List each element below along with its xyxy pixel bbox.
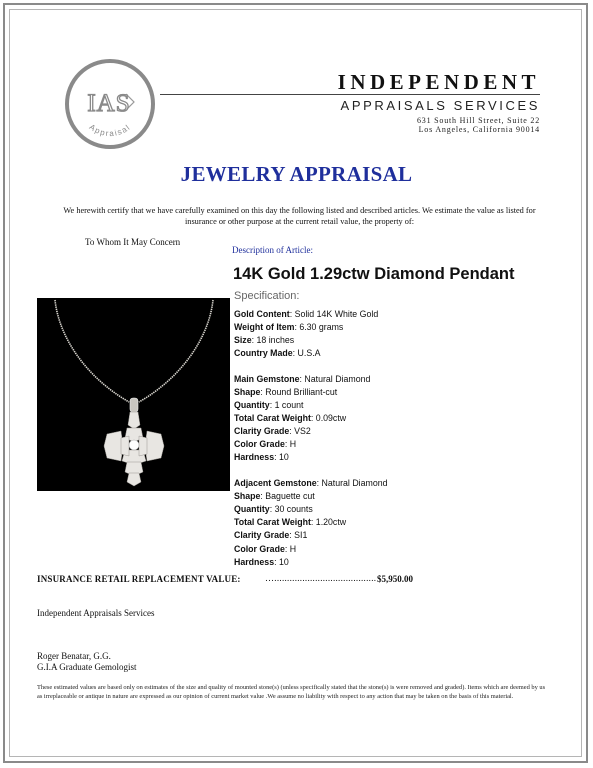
company-name: INDEPENDENT (337, 70, 540, 94)
spec-row: Color Grade: H (234, 543, 297, 554)
logo-subtext: Appraisal (87, 122, 133, 139)
spec-row: Color Grade: H (234, 439, 297, 450)
center-diamond (129, 440, 139, 450)
logo-text: IAS (87, 90, 131, 117)
spec-row: Clarity Grade: SI1 (234, 530, 308, 541)
spec-row: Country Made: U.S.A (234, 348, 321, 359)
description-label: Description of Article: (232, 245, 313, 255)
footer-company-name: Independent Appraisals Services (37, 608, 155, 618)
spec-row: Gold Content: Solid 14K White Gold (234, 309, 379, 319)
spec-row: Adjacent Gemstone: Natural Diamond (234, 478, 388, 489)
item-title: 14K Gold 1.29ctw Diamond Pendant (233, 265, 515, 283)
spec-row: Hardness: 10 (234, 452, 289, 463)
replacement-value-label: INSURANCE RETAIL REPLACEMENT VALUE: (37, 574, 241, 584)
replacement-value-amount: $5,950.00 (377, 574, 413, 584)
spec-row: Size: 18 inches (234, 335, 295, 346)
spec-row: Quantity: 30 counts (234, 504, 313, 515)
signer-name: Roger Benatar, G.G. (37, 651, 111, 661)
company-subtitle: APPRAISALS SERVICES (340, 98, 540, 113)
company-address-line2: Los Angeles, California 90014 (418, 125, 540, 134)
certification-statement: We herewith certify that we have carefully examined on this day the following listed and described articles. We estimate the value as listed for insurance or other purpose at the current retail value, the property of: (63, 206, 536, 226)
company-address-line1: 631 South Hill Street, Suite 22 (416, 116, 540, 125)
specification-label: Specification: (234, 290, 300, 302)
svg-text:Appraisal (88, 122, 133, 138)
spec-row: Weight of Item: 6.30 grams (234, 322, 344, 333)
spec-row: Quantity: 1 count (234, 400, 304, 411)
specification-list (234, 308, 388, 569)
chain-right (139, 300, 213, 402)
signer-title: G.I.A Graduate Gemologist (37, 662, 137, 672)
spec-row: Shape: Round Brilliant-cut (234, 386, 338, 397)
disclaimer-text: These estimated values are based only on estimates of the size and quality of mounted stone(s) (unless specifically stated that the stone(s) is were removed and graded). Items which are deemed by us as irreplaceable or antique in nature are expressed as our opinion of current market value .We assume no liability with respect to any action that may be taken on the basis of this material. (37, 684, 546, 701)
document-title: JEWELRY APPRAISAL (180, 162, 413, 186)
spec-row: Clarity Grade: VS2 (234, 426, 311, 437)
spec-row: Main Gemstone: Natural Diamond (234, 373, 371, 384)
addressee: To Whom It May Concern (85, 237, 181, 247)
spec-row: Hardness: 10 (234, 556, 289, 567)
spec-row: Total Carat Weight: 1.20ctw (234, 517, 347, 528)
spec-row: Shape: Baguette cut (234, 491, 315, 502)
header-rule (160, 94, 540, 95)
company-logo (64, 58, 156, 150)
pendant-bail (130, 398, 138, 412)
product-photo (37, 298, 230, 491)
replacement-value-leader: …........................................ (265, 573, 377, 583)
spec-row: Total Carat Weight: 0.09ctw (234, 413, 347, 424)
chain-left (55, 300, 129, 402)
